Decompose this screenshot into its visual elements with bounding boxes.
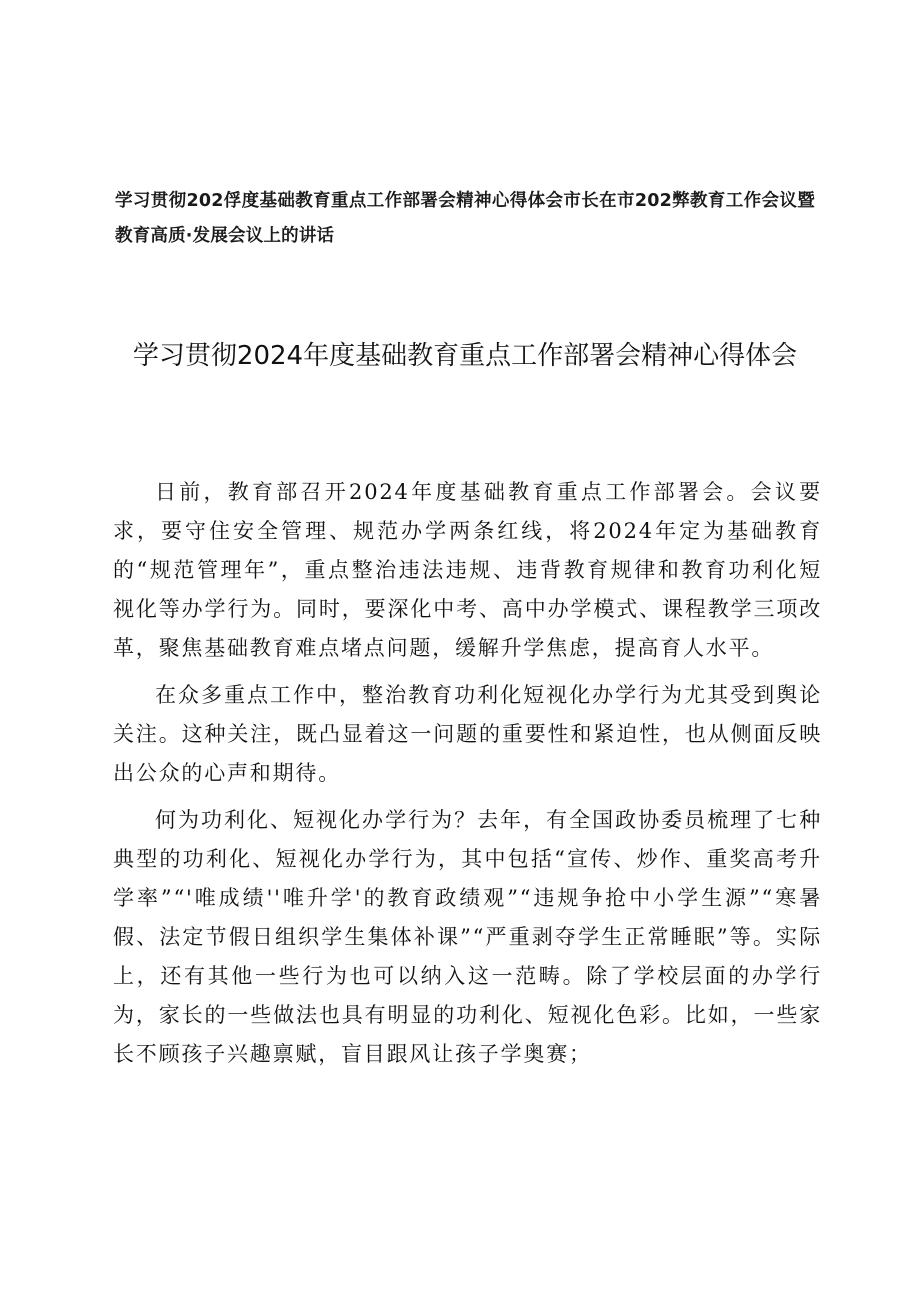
body-paragraph: 何为功利化、短视化办学行为？去年，有全国政协委员梳理了七种典型的功利化、短视化办学行为，其中包括“宣传、炒作、重奖高考升学率”“'唯成绩''唯升学'的教育政绩观”“违规争抢中小学生源”“寒暑假、法定节假日组织学生集体补课”“严重剥夺学生正常睡眠”等。实际上，还有其他一些行为也可以纳入这一范畴。除了学校层面的办学行为，家长的一些做法也具有明显的功利化、短视化色彩。比如，一些家长不顾孩子兴趣禀赋，盲目跟风让孩子学奥赛； — [113, 808, 822, 1066]
document-body — [113, 473, 822, 1082]
body-paragraph: 日前，教育部召开2024年度基础教育重点工作部署会。会议要求，要守住安全管理、规范办学两条红线，将2024年定为基础教育的“规范管理年”，重点整治违法违规、违背教育规律和教育功利化短视化等办学行为。同时，要深化中考、高中办学模式、课程教学三项改革，聚焦基础教育难点堵点问题，缓解升学焦虑，提高育人水平。 — [113, 480, 822, 660]
document-main-title: 学习贯彻2024年度基础教育重点工作部署会精神心得体会 — [132, 341, 798, 371]
body-paragraph: 在众多重点工作中，整治教育功利化短视化办学行为尤其受到舆论关注。这种关注，既凸显着这一问题的重要性和紧迫性，也从侧面反映出公众的心声和期待。 — [113, 683, 822, 785]
document-header-title: 学习贯彻202俘度基础教育重点工作部署会精神心得体会市长在市202弊教育工作会议暨教育高质·发展会议上的讲话 — [115, 191, 815, 246]
